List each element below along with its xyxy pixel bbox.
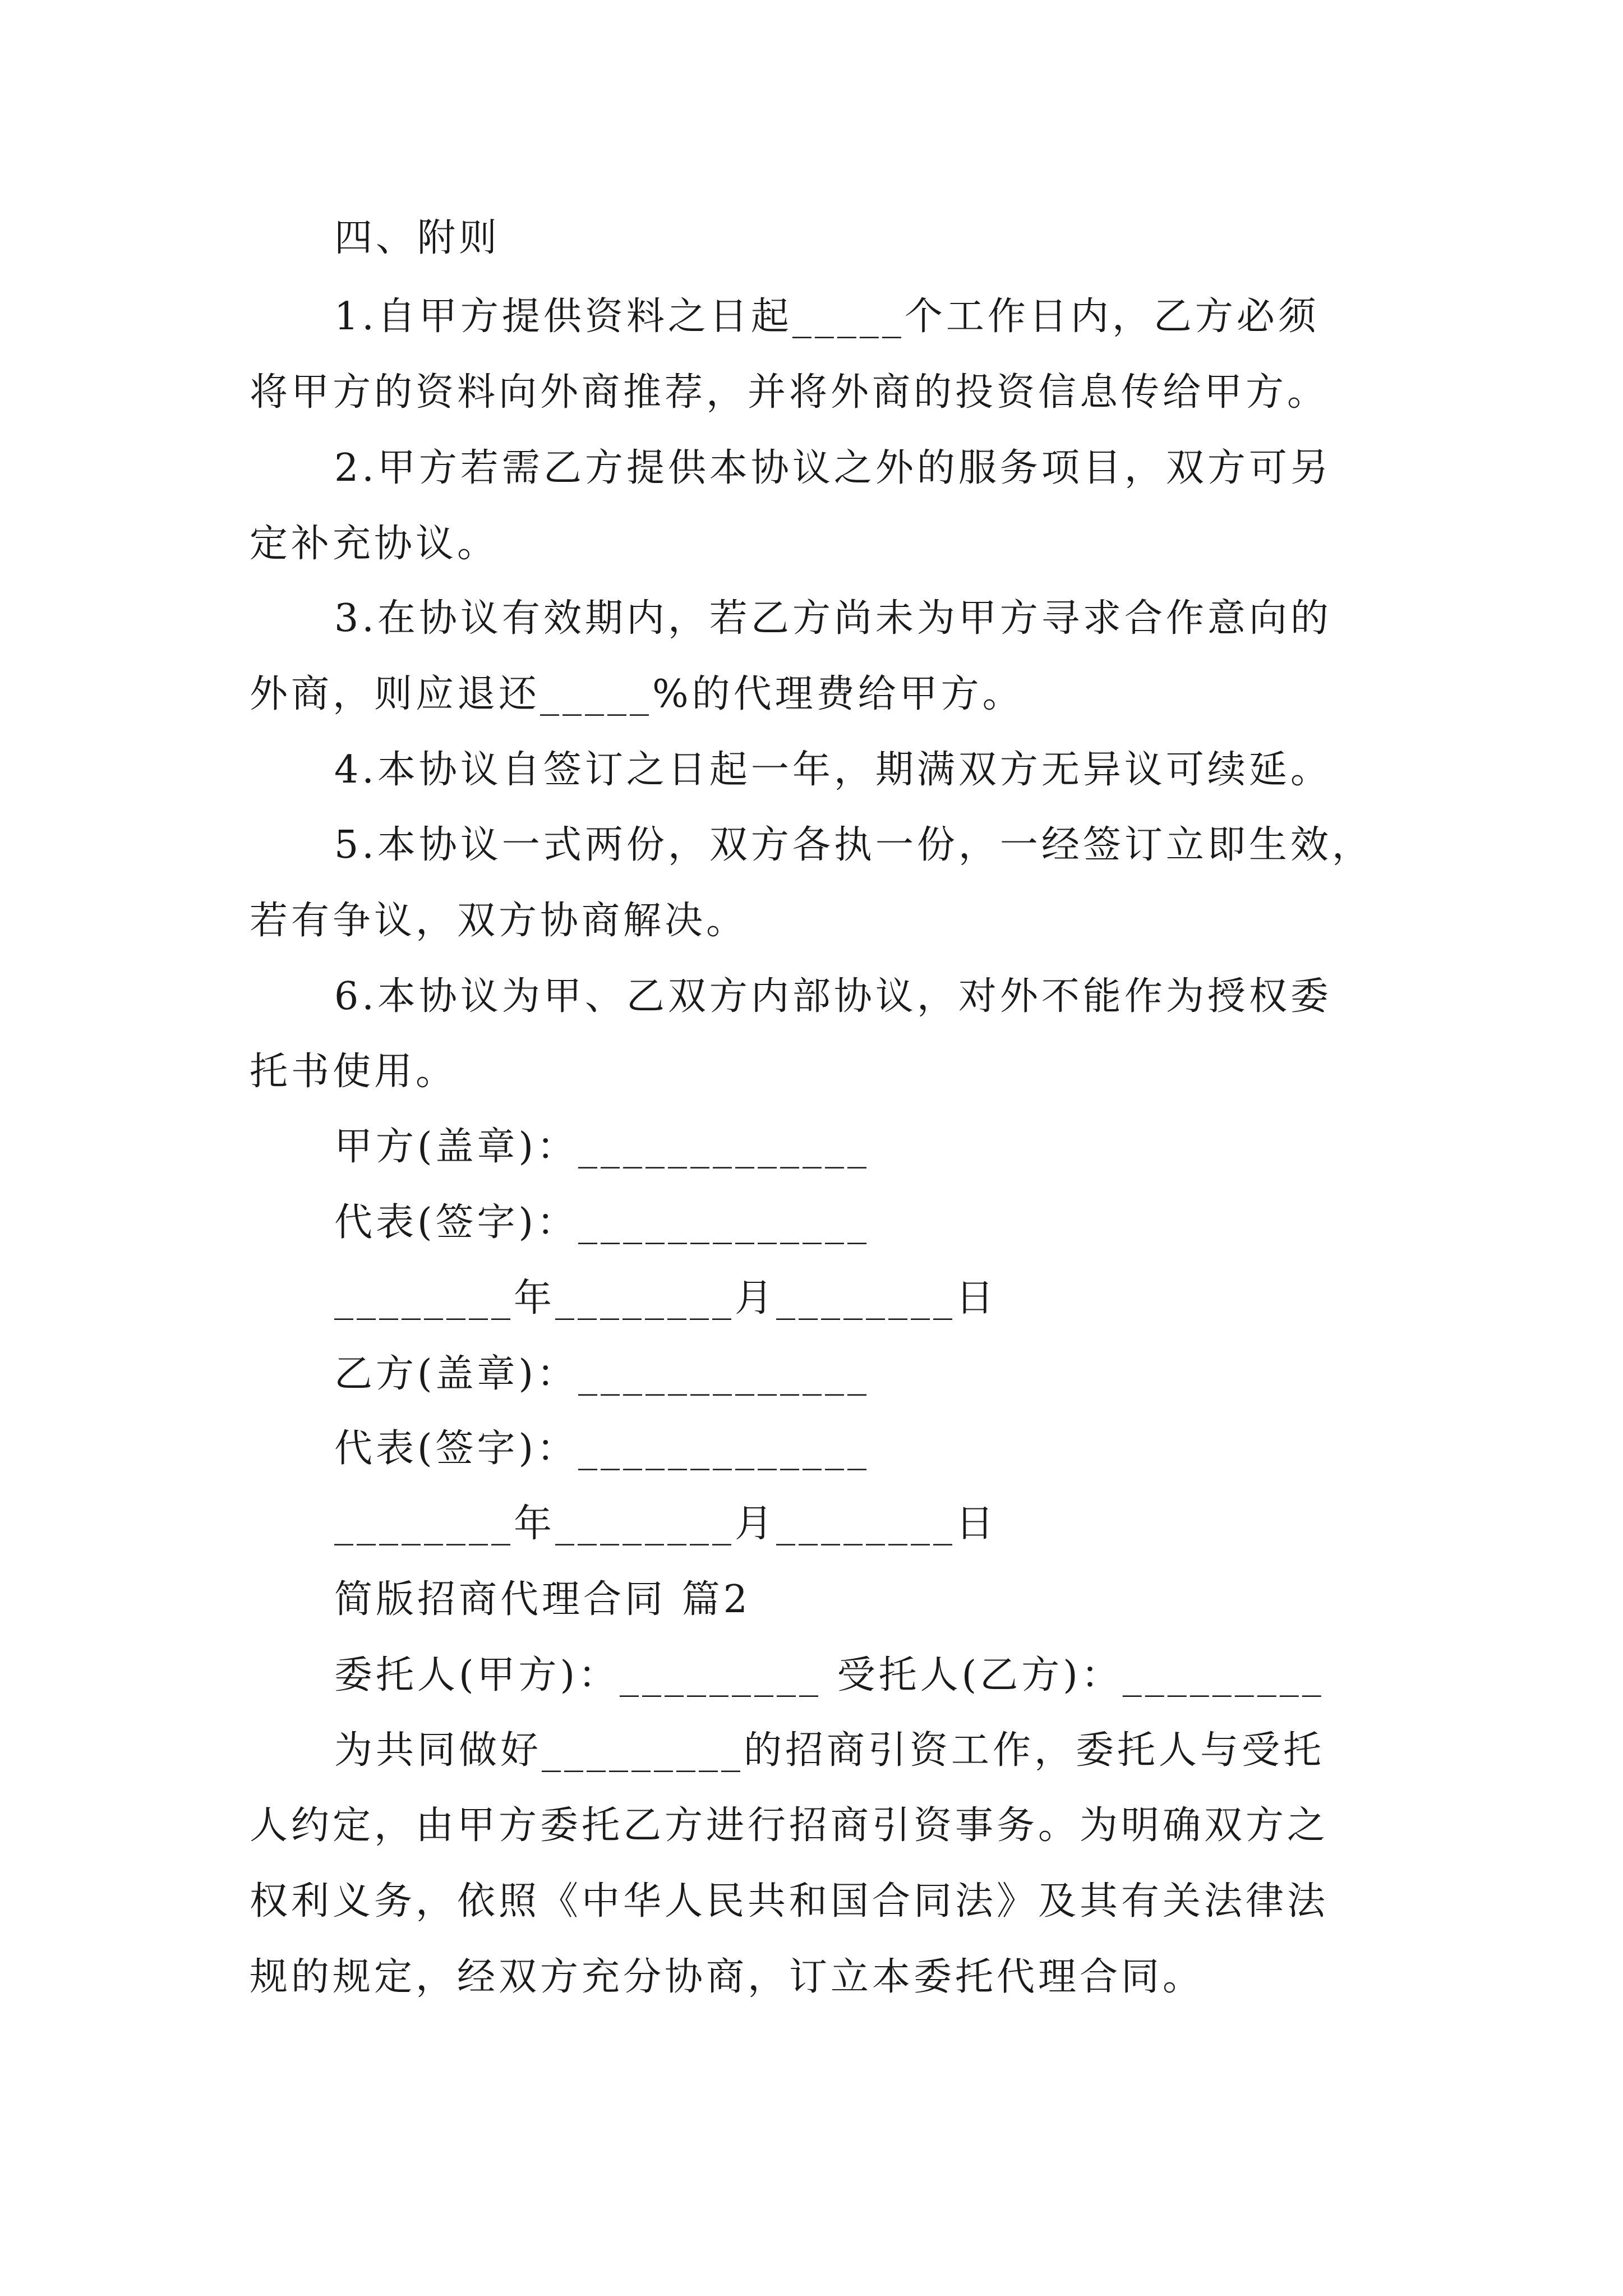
clause-3-line-1: 3.在协议有效期内，若乙方尚未为甲方寻求合作意向的 <box>334 596 1332 641</box>
party-b-representative-line: 代表(签字)：_____________ <box>334 1427 870 1471</box>
contract-2-title: 简版招商代理合同 篇2 <box>334 1577 751 1622</box>
party-b-date-line: ________年________月________日 <box>334 1502 998 1546</box>
contract-2-paragraph-line-1: 为共同做好_________的招商引资工作，委托人与受托 <box>334 1728 1325 1773</box>
clause-6-line-1: 6.本协议为甲、乙双方内部协议，对外不能作为授权委 <box>334 974 1332 1019</box>
party-a-seal-line: 甲方(盖章)：_____________ <box>334 1125 870 1169</box>
party-a-date-line: ________年________月________日 <box>334 1276 998 1320</box>
contract-2-paragraph-line-3: 权利义务，依照《中华人民共和国合同法》及其有关法律法 <box>250 1879 1329 1924</box>
contract-2-paragraph-line-2: 人约定，由甲方委托乙方进行招商引资事务。为明确双方之 <box>250 1803 1329 1848</box>
clause-6-line-2: 托书使用。 <box>250 1050 458 1094</box>
clause-2-line-2: 定补充协议。 <box>250 522 499 566</box>
party-b-seal-line: 乙方(盖章)：_____________ <box>334 1352 870 1396</box>
clause-3-line-2: 外商，则应退还_____%的代理费给甲方。 <box>250 672 1024 716</box>
clause-1-line-2: 将甲方的资料向外商推荐，并将外商的投资信息传给甲方。 <box>250 370 1329 415</box>
clause-4-line-1: 4.本协议自签订之日起一年，期满双方无异议可续延。 <box>334 748 1332 792</box>
clause-5-line-2: 若有争议，双方协商解决。 <box>250 899 748 943</box>
contract-2-paragraph-line-4: 规的规定，经双方充分协商，订立本委托代理合同。 <box>250 1955 1205 1999</box>
clause-1-line-1: 1.自甲方提供资料之日起_____个工作日内，乙方必须 <box>334 295 1320 339</box>
section-heading: 四、附则 <box>334 216 501 260</box>
clause-2-line-1: 2.甲方若需乙方提供本协议之外的服务项目，双方可另 <box>334 446 1332 490</box>
contract-2-parties: 委托人(甲方)：_________ 受托人(乙方)：_________ <box>334 1653 1325 1697</box>
party-a-representative-line: 代表(签字)：_____________ <box>334 1200 870 1245</box>
clause-5-line-1: 5.本协议一式两份，双方各执一份，一经签订立即生效， <box>334 823 1373 867</box>
